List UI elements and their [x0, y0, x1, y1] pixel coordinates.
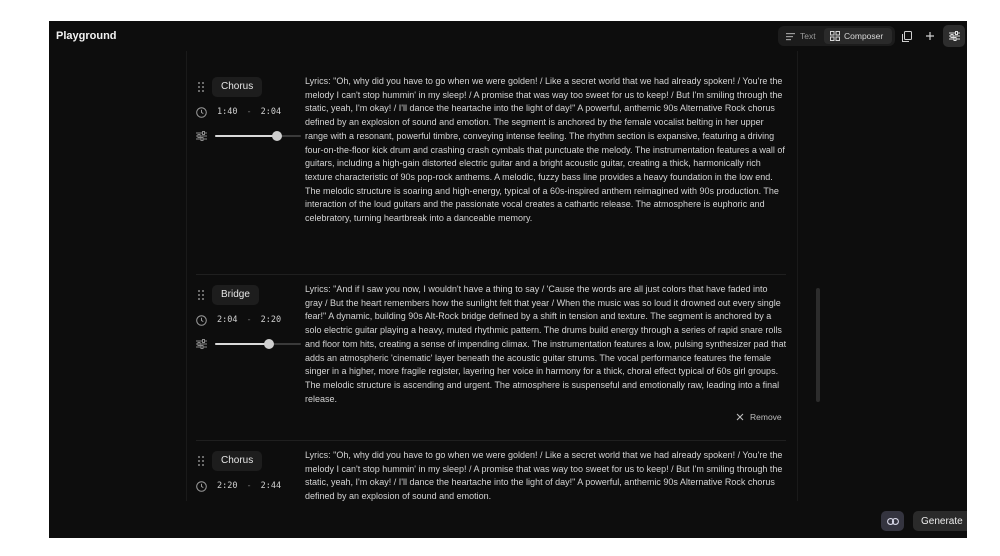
- time-range: [196, 313, 281, 327]
- text-lines-icon: [786, 32, 796, 41]
- composer-mode-label: Composer: [844, 31, 884, 41]
- playground-app: [49, 21, 967, 538]
- end-time[interactable]: 2:04: [260, 107, 282, 117]
- slider-thumb[interactable]: [264, 339, 274, 349]
- drag-handle-icon[interactable]: [196, 81, 206, 93]
- section-divider: [196, 274, 786, 275]
- mode-switch: [778, 26, 895, 46]
- time-separator: -: [246, 481, 252, 491]
- clock-icon: [196, 107, 207, 118]
- strength-slider[interactable]: [215, 343, 301, 345]
- copy-icon: [902, 31, 912, 42]
- end-time[interactable]: 2:20: [260, 315, 282, 325]
- slider-thumb[interactable]: [272, 131, 282, 141]
- strength-slider[interactable]: [215, 135, 301, 137]
- sections-panel: [186, 51, 798, 501]
- clock-icon: [196, 481, 207, 492]
- start-time[interactable]: 2:20: [217, 481, 238, 491]
- time-range: [196, 105, 281, 119]
- start-time[interactable]: 1:40: [217, 107, 238, 117]
- strength-slider-row: [196, 129, 306, 143]
- start-time[interactable]: 2:04: [217, 315, 238, 325]
- scrollbar-thumb[interactable]: [816, 288, 820, 402]
- copy-button[interactable]: [898, 27, 916, 45]
- remove-label: Remove: [750, 412, 782, 422]
- time-range: [196, 479, 281, 493]
- remove-section-button[interactable]: [736, 412, 782, 422]
- link-icon: [887, 518, 899, 525]
- time-separator: -: [246, 107, 252, 117]
- header-bar: [49, 21, 967, 51]
- composer-mode-button[interactable]: [824, 28, 892, 44]
- close-icon: [736, 413, 744, 421]
- drag-handle-icon[interactable]: [196, 289, 206, 301]
- grid-icon: [830, 31, 840, 41]
- drag-handle-icon[interactable]: [196, 455, 206, 467]
- text-mode-button[interactable]: [780, 28, 822, 44]
- slider-fill: [215, 135, 277, 137]
- section-divider: [196, 440, 786, 441]
- end-time[interactable]: 2:44: [260, 481, 282, 491]
- slider-fill: [215, 343, 269, 345]
- sliders-icon: [196, 131, 207, 141]
- sliders-icon: [949, 31, 960, 41]
- section-name-tag[interactable]: Chorus: [212, 77, 262, 97]
- strength-slider-row: [196, 337, 306, 351]
- section-lyrics[interactable]: Lyrics: "Oh, why did you have to go when we were golden! / Like a secret world that we had already spoken! / You're the melody I can't stop hummin' in my sleep! / A promise that was way too sweet for us to keep! / But I'm smiling through the static, yeah, I'm okay! / I'll dance the heartache into the light of day!" A powerful, anthemic 90s Alternative Rock chorus defined by an explosion of sound and emotion.: [305, 450, 783, 501]
- page-title: Playground: [56, 30, 117, 42]
- plus-icon: [925, 31, 935, 41]
- footer-bar: [49, 502, 967, 538]
- add-button[interactable]: [921, 27, 939, 45]
- section-lyrics[interactable]: Lyrics: "Oh, why did you have to go when we were golden! / Like a secret world that we had already spoken! / You're the melody I can't stop hummin' in my sleep! / A promise that was way too sweet for us to keep! / But I'm smiling through the static, yeah, I'm okay! / I'll dance the heartache into the light of day!" A powerful, anthemic 90s Alternative Rock chorus defined by an explosion of sound and emotion. The segment is anchored by the female vocalist belting in her upper range with a resonant, powerful timbre, conveying intense feeling. The rhythm section is expansive, featuring a driving four-on-the-floor kick drum and crashing crash cymbals that punctuate the melody. The instrumentation features a wall of guitars, including a high-gain distorted electric guitar and a bright acoustic guitar, creating a thick, harmonically rich texture characteristic of 90s pop-rock anthems. A melodic, fuzzy bass line provides a heavy foundation in the low end. The melodic structure is soaring and high-energy, typical of a 60s-inspired anthem reimagined with 90s production. The interaction of the loud guitars and the passionate vocal creates a cathartic release. The atmosphere is euphoric and celebratory, turning heartbreak into a danceable memory.: [305, 76, 785, 224]
- generate-button[interactable]: Generate: [913, 511, 967, 531]
- section-lyrics[interactable]: Lyrics: "And if I saw you now, I wouldn't have a thing to say / 'Cause the words are all just colors that have faded into gray / But the heart remembers how the sunlight felt that year / When the music was so loud it drowned out every single fear!" A dynamic, building 90s Alt-Rock bridge defined by a shift in tension and texture. The segment is anchored by a solo electric guitar playing a heavy, muted rhythmic pattern. The drums build energy through a series of rapid snare rolls and floor tom hits, creating a sense of impending climax. The instrumentation features a low, pulsing synthesizer pad that adds an atmospheric 'cinematic' layer beneath the acoustic guitar strums. The vocal performance features the female singer in a higher, more fragile register, layering her voice in harmony for a thick, choral effect typical of 60s girl groups. The melodic structure is ascending and urgent. The atmosphere is suspenseful and emotionally raw, leading into a final release.: [305, 284, 787, 404]
- text-mode-label: Text: [800, 31, 816, 41]
- time-separator: -: [246, 315, 252, 325]
- section-name-tag[interactable]: Chorus: [212, 451, 262, 471]
- settings-button[interactable]: [943, 25, 965, 47]
- sliders-icon: [196, 339, 207, 349]
- clock-icon: [196, 315, 207, 326]
- link-button[interactable]: [881, 511, 904, 531]
- section-name-tag[interactable]: Bridge: [212, 285, 259, 305]
